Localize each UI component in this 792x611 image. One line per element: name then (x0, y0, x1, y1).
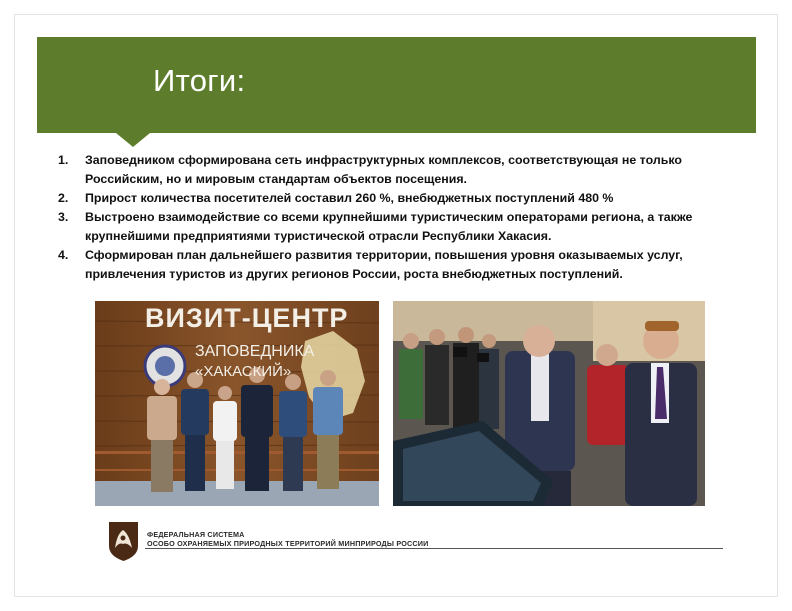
list-item-number: 2. (58, 191, 69, 205)
list-item-text: Сформирован план дальнейшего развития территории, повышения уровня оказываемых услуг, привлечения туристов из других регионов России, роста внебюджетных поступлений. (85, 248, 683, 281)
list-item-text: Выстроено взаимодействие со всеми крупнейшими туристическим операторами региона, а также крупнейшими предприятиями туристической отрасли Республики Хакасия. (85, 210, 693, 243)
list-item (58, 189, 738, 208)
footer-caption (147, 530, 429, 548)
list-item (58, 246, 738, 284)
footer-line-2: ОСОБО ОХРАНЯЕМЫХ ПРИРОДНЫХ ТЕРРИТОРИЙ МИНПРИРОДЫ РОССИИ (147, 539, 429, 548)
list-item-text: Заповедником сформирована сеть инфраструктурных комплексов, соответствующая не только Российским, но и мировым стандартам объектов посещения. (85, 153, 682, 186)
visitor-center-photo (95, 301, 379, 506)
slide-title: Итоги: (153, 63, 246, 98)
footer-line-1: ФЕДЕРАЛЬНАЯ СИСТЕМА (147, 530, 245, 539)
title-banner (37, 37, 756, 133)
reserve-sign-line: ЗАПОВЕДНИКА (195, 343, 315, 360)
list-item-number: 4. (58, 248, 69, 262)
list-item-number: 3. (58, 210, 69, 224)
banner-notch (116, 133, 150, 147)
officials-photo (393, 301, 705, 506)
footer-divider (145, 548, 723, 549)
list-item-text: Прирост количества посетителей составил 260 %, внебюджетных поступлений 480 % (85, 191, 614, 205)
visitor-center-sign: ВИЗИТ-ЦЕНТР (145, 303, 349, 333)
list-item-number: 1. (58, 153, 69, 167)
reserve-name-sign: «ХАКАСКИЙ» (195, 363, 292, 380)
federal-system-logo (107, 518, 140, 562)
summary-list (58, 151, 738, 284)
list-item (58, 208, 738, 246)
list-item (58, 151, 738, 189)
